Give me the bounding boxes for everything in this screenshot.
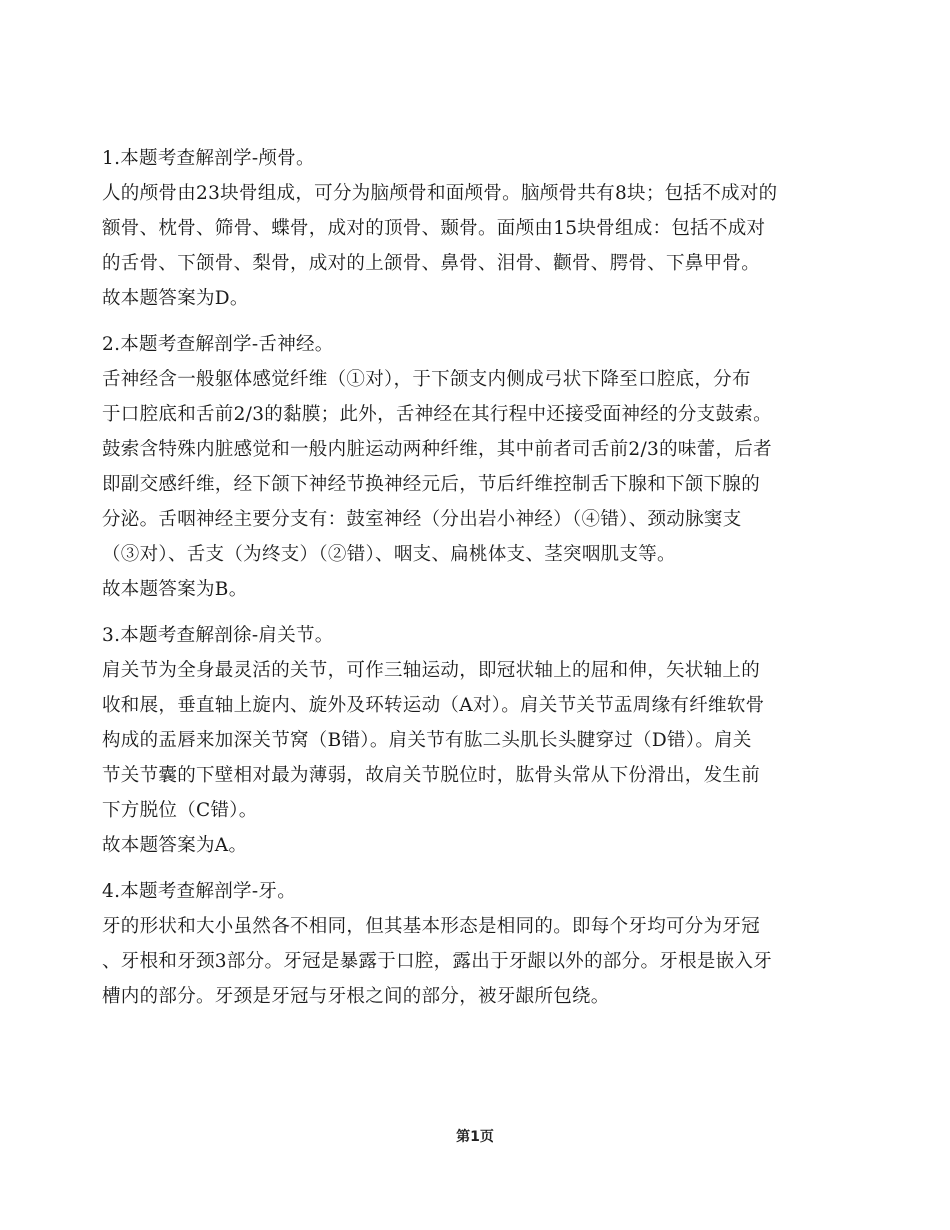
section-shoulder-joint <box>102 619 872 863</box>
paragraph-line: 的舌骨、下颌骨、梨骨，成对的上颌骨、鼻骨、泪骨、颧骨、腭骨、下鼻甲骨。 <box>102 253 761 274</box>
section-teeth <box>102 875 872 1014</box>
paragraph-line: 构成的盂唇来加深关节窝（B错）。肩关节有肱二头肌长头腱穿过（D错）。肩关 <box>102 730 752 751</box>
paragraph-line: 收和展，垂直轴上旋内、旋外及环转运动（A对）。肩关节关节盂周缘有纤维软骨 <box>102 695 765 716</box>
section-heading: 2.本题考查解剖学-舌神经。 <box>102 334 334 355</box>
paragraph-line: （③对）、舌支（为终支）（②错）、咽支、扁桃体支、茎突咽肌支等。 <box>102 544 676 565</box>
answer-line: 故本题答案为A。 <box>102 835 248 856</box>
answer-line: 故本题答案为D。 <box>102 288 249 309</box>
paragraph-line: 下方脱位（C错）。 <box>102 800 258 821</box>
answer-line: 故本题答案为B。 <box>102 579 248 600</box>
paragraph-line: 于口腔底和舌前2/3的黏膜；此外，舌神经在其行程中还接受面神经的分支鼓索。 <box>102 404 772 425</box>
section-heading: 1.本题考查解剖学-颅骨。 <box>102 148 315 169</box>
paragraph-line: 鼓索含特殊内脏感觉和一般内脏运动两种纤维，其中前者司舌前2/3的味蕾，后者 <box>102 439 772 460</box>
paragraph-line: 即副交感纤维，经下颌下神经节换神经元后，节后纤维控制舌下腺和下颌下腺的 <box>102 474 761 495</box>
section-heading: 4.本题考查解剖学-牙。 <box>102 881 297 902</box>
paragraph-line: 额骨、枕骨、筛骨、蝶骨，成对的顶骨、颞骨。面颅由15块骨组成：包括不成对 <box>102 218 766 239</box>
section-heading: 3.本题考查解剖徐-肩关节。 <box>102 625 334 646</box>
section-lingual-nerve <box>102 328 872 607</box>
paragraph-line: 牙的形状和大小虽然各不相同，但其基本形态是相同的。即每个牙均可分为牙冠 <box>102 916 761 937</box>
paragraph-line: 舌神经含一般躯体感觉纤维（①对），于下颌支内侧成弓状下降至口腔底，分布 <box>102 369 751 390</box>
paragraph-line: 槽内的部分。牙颈是牙冠与牙根之间的部分，被牙龈所包绕。 <box>102 986 610 1007</box>
page-number: 第1页 <box>456 1129 494 1145</box>
paragraph-line: 节关节囊的下壁相对最为薄弱，故肩关节脱位时，肱骨头常从下份滑出，发生前 <box>102 765 761 786</box>
paragraph-line: 、牙根和牙颈3部分。牙冠是暴露于口腔，露出于牙龈以外的部分。牙根是嵌入牙 <box>102 951 773 972</box>
document-body <box>102 142 872 1026</box>
section-skull <box>102 142 872 316</box>
paragraph-line: 肩关节为全身最灵活的关节，可作三轴运动，即冠状轴上的屈和伸，矢状轴上的 <box>102 660 761 681</box>
paragraph-line: 分泌。舌咽神经主要分支有：鼓室神经（分出岩小神经）（④错）、颈动脉窦支 <box>102 509 742 530</box>
paragraph-line: 人的颅骨由23块骨组成，可分为脑颅骨和面颅骨。脑颅骨共有8块；包括不成对的 <box>102 183 778 204</box>
